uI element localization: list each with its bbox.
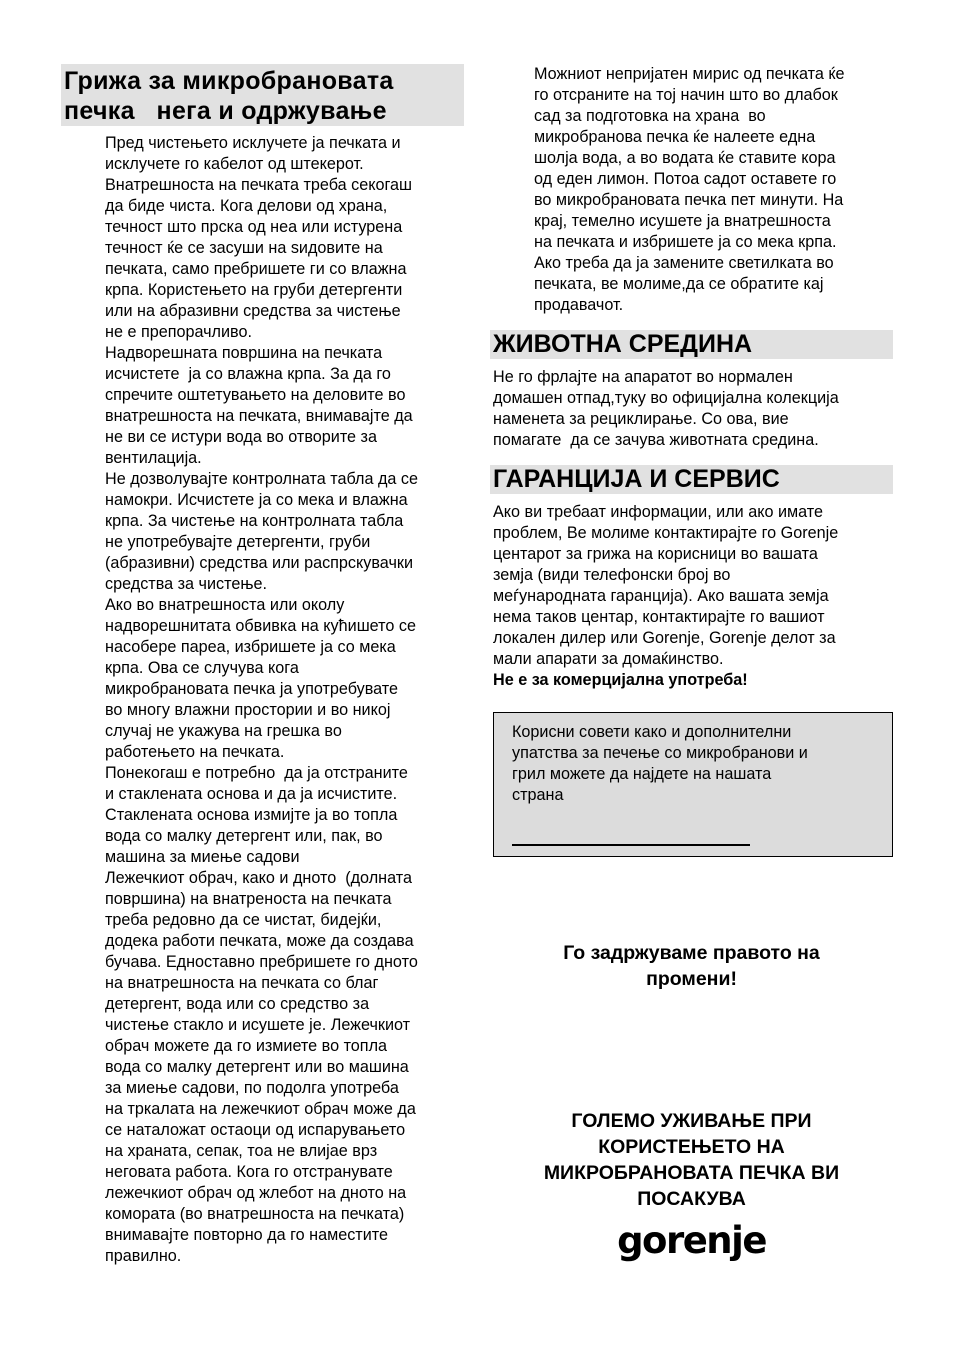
text-line: вода со малку детергент или во машина [105, 1058, 409, 1076]
text-line: меѓународната гаранција). Ако вашата земја [493, 587, 829, 605]
text-line: површина) на внатреноста на печката [105, 890, 392, 908]
text-line: надворешнитата обвивка на кућишето се [105, 617, 416, 635]
text-line: комората (во внатрешноста на печката) [105, 1205, 405, 1223]
text-line: крпа. Користењето на груби детергенти [105, 281, 403, 299]
care-section-body [105, 133, 465, 1267]
enjoy-slogan [490, 1108, 893, 1212]
warranty-heading: ГАРАНЦИЈА И СЕРВИС [490, 465, 893, 494]
text-line: Можниот непријатен мирис од печката ќе [534, 65, 845, 83]
text-line: грил можете да најдете на нашата [512, 765, 772, 783]
text-line: внимавајте повторно да го наместите [105, 1226, 389, 1244]
text-line: КОРИСТЕЊЕТО НА [598, 1136, 785, 1158]
text-line: домашен отпад,туку во официјална колекција [493, 389, 839, 407]
text-line: Ако треба да ја замените светилката во [534, 254, 834, 272]
text-line: вентилација. [105, 449, 202, 467]
text-line: центарот за грижа на корисници во вашата [493, 545, 818, 563]
text-line: промени! [646, 968, 737, 990]
text-line: ГОЛЕМО УЖИВАЊЕ ПРИ [571, 1110, 812, 1132]
text-line: работењето на печката. [105, 743, 285, 761]
text-line: проблем, Ве молиме контактирајте го Gorenje [493, 524, 839, 542]
text-line: локален дилер или Gorenje, Gorenje делот за [493, 629, 836, 647]
text-line: МИКРОБРАНОВАТА ПЕЧКА ВИ [543, 1162, 840, 1184]
text-line: сад за подготовка на храна во [534, 107, 766, 125]
text-line: упатства за печење со микробранови и [512, 744, 808, 762]
text-line: земја (види телефонски број во [493, 566, 731, 584]
text-line: Стаклената основа измијте ја во топла [105, 806, 398, 824]
text-line: внатрешноста на печката, внимавајте да [105, 407, 413, 425]
text-line: (абразивни) средства или распрскувачки [105, 554, 414, 572]
text-line: не е препорачливо. [105, 323, 252, 341]
tips-text [512, 722, 808, 806]
text-line: страна [512, 786, 564, 804]
text-line: микробранова печка ќе налеете една [534, 128, 816, 146]
text-line: чистење стакло и исушете је. Лежечкиот [105, 1016, 411, 1034]
text-line: крај, темелно исушете ја внатрешноста [534, 212, 831, 230]
text-line: исчистете ја со влажна крпа. За да го [105, 365, 391, 383]
text-line: да биде чиста. Кога делови од храна, [105, 197, 388, 215]
text-line: на печката и избришете ја со мека крпа. [534, 233, 837, 251]
text-line: машина за миење садови [105, 848, 300, 866]
care-section-heading [61, 64, 464, 126]
warranty-body-lines [493, 502, 893, 670]
commercial-use-note: Не е за комерцијална употреба! [493, 671, 748, 689]
text-line: не употребувајте детергенти, груби [105, 533, 371, 551]
text-line: случај не укажува на грешка во [105, 722, 342, 740]
text-line: обрач можете да го измиете во топла [105, 1037, 388, 1055]
text-line: Понекогаш е потребно да ја отстраните [105, 764, 408, 782]
text-line: во многу влажни простории и во никој [105, 701, 391, 719]
text-line: лежечкиот обрач од жлебот на дното на [105, 1184, 407, 1202]
environment-body [493, 367, 893, 451]
text-line: средства за чистење. [105, 575, 267, 593]
environment-heading: ЖИВОТНА СРЕДИНА [490, 330, 893, 359]
text-line: Не го фрлајте на апаратот во нормален [493, 368, 793, 386]
text-line: го отсраните на тој начин што во длабок [534, 86, 838, 104]
text-line: Лежечкиот обрач, како и дното (долната [105, 869, 412, 887]
text-line: правилно. [105, 1247, 182, 1265]
text-line: крпа. За чистење на контролната табла [105, 512, 404, 530]
text-line: се наталожат остаоци од испарувањето [105, 1121, 406, 1139]
text-line: наменета за рециклирање. Со ова, вие [493, 410, 789, 428]
text-line: исклучете го кабелот од штекерот. [105, 155, 364, 173]
text-line: не ви се истури вода во отворите за [105, 428, 377, 446]
text-line: нема таков центар, контактирајте го вашиот [493, 608, 825, 626]
text-line: на внатрешноста на печката со благ [105, 974, 379, 992]
text-line: течност ќе се засуши на ѕидовите на [105, 239, 383, 257]
text-line: детергент, вода или со средство за [105, 995, 370, 1013]
text-line: на храната, сепак, тоа не влијае врз [105, 1142, 378, 1160]
care-heading-line: Грижа за микробрановата [64, 67, 394, 95]
text-line: и стаклената основа и да ја исчистите. [105, 785, 398, 803]
text-line: течност што прска од неа или истурена [105, 218, 403, 236]
text-line: насобере пареа, избришете ја со мека [105, 638, 396, 656]
text-line: Надворешната површина на печката [105, 344, 383, 362]
care-heading-line: печка нега и одржување [64, 97, 387, 125]
text-line: Корисни совети како и дополнителни [512, 723, 792, 741]
text-line: за миење садови, по подолга употреба [105, 1079, 399, 1097]
text-line: продавачот. [534, 296, 624, 314]
text-line: намокри. Исчистете ја со мека и влажна [105, 491, 408, 509]
text-line: печката, само пребришете ги со влажна [105, 260, 407, 278]
text-line: микробрановата печка ја употребувате [105, 680, 399, 698]
reserve-rights-notice [490, 940, 893, 992]
care-section-continuation [534, 64, 894, 316]
text-line: Внатрешноста на печката треба секогаш [105, 176, 413, 194]
text-line: треба редовно да се чистат, бидејќи, [105, 911, 382, 929]
gorenje-logo: gorenje [617, 1219, 766, 1262]
website-blank-line [512, 844, 750, 846]
text-line: шолја вода, а во водата ќе ставите кора [534, 149, 836, 167]
tips-box [493, 712, 893, 857]
text-line: помагате да се зачува животната средина. [493, 431, 819, 449]
text-line: вода со малку детергент или, пак, во [105, 827, 383, 845]
text-line: во микробрановата печка пет минути. На [534, 191, 844, 209]
text-line: печката, ве молиме,да се обратите кај [534, 275, 824, 293]
text-line: Ако во внатрешноста или околу [105, 596, 345, 614]
text-line: Го задржуваме правото на [563, 942, 820, 964]
warranty-body [493, 502, 893, 691]
text-line: бучава. Едноставно пребришете го дното [105, 953, 418, 971]
text-line: или на абразивни средства за чистење [105, 302, 401, 320]
text-line: крпа. Ова се случува кога [105, 659, 299, 677]
text-line: ПОСАКУВА [637, 1188, 746, 1210]
text-line: Ако ви требаат информации, или ако имате [493, 503, 824, 521]
text-line: неговата работа. Кога го отстранувате [105, 1163, 393, 1181]
text-line: од еден лимон. Потоа садот оставете го [534, 170, 837, 188]
text-line: на тркалата на лежечкиот обрач може да [105, 1100, 416, 1118]
text-line: спречите оштетувањето на деловите во [105, 386, 406, 404]
text-line: додека работи печката, може да создава [105, 932, 414, 950]
text-line: мали апарати за домаќинство. [493, 650, 724, 668]
text-line: Пред чистењето исклучете ја печката и [105, 134, 401, 152]
text-line: Не дозволувајте контролната табла да се [105, 470, 419, 488]
